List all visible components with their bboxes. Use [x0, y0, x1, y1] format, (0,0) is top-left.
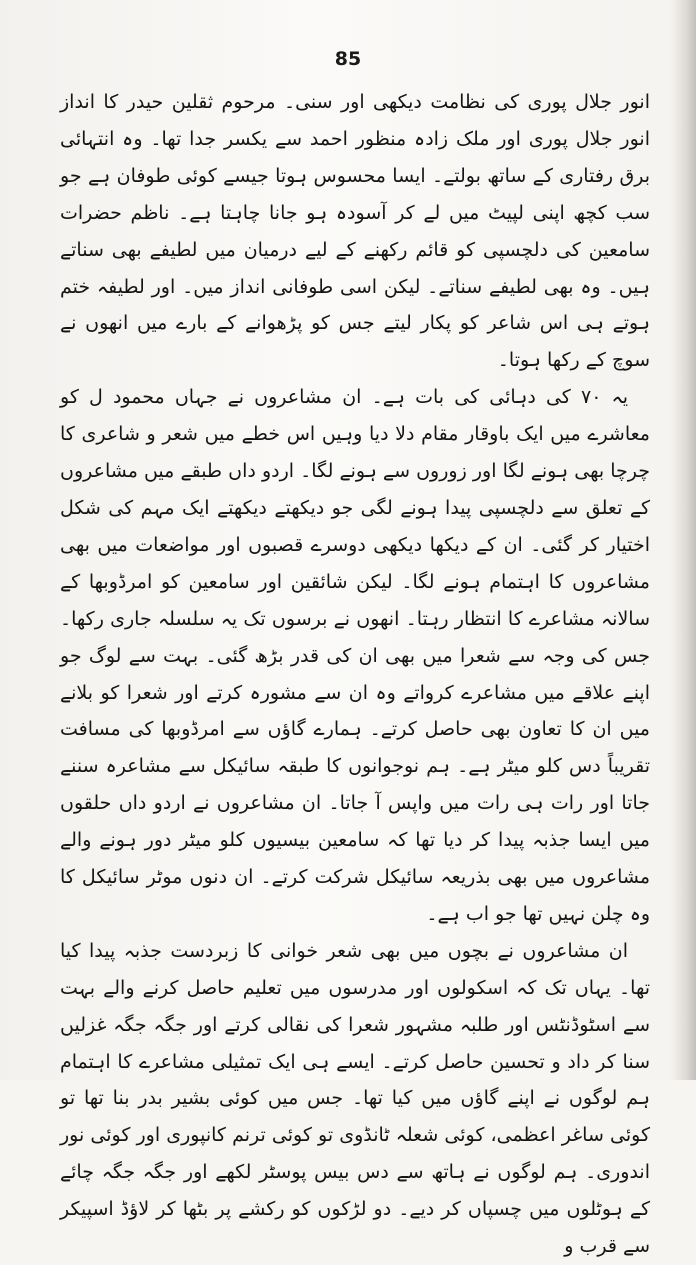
- body-text: [60, 84, 650, 1258]
- paragraph-2: یہ ۷۰ کی دہائی کی بات ہے۔ ان مشاعروں نے جہاں محمود ل کو معاشرے میں ایک باوقار مقام دلا دیا وہیں اس خطے میں شعر و شاعری کا چرچا بھی ہونے لگا اور زوروں سے ہونے لگا۔ اردو داں طبقے میں مشاعروں کے تعلق سے دلچسپی پیدا ہونے لگی جو دیکھتے دیکھتے ایک مہم کی شکل اختیار کر گئی۔ ان کے دیکھا دیکھی دوسرے قصبوں اور مواضعات میں بھی مشاعروں کا اہتمام ہونے لگا۔ لیکن شائقین اور سامعین کو امرڈوبھا کے سالانہ مشاعرے کا انتظار رہتا۔ انھوں نے برسوں تک یہ سلسلہ جاری رکھا۔ جس کی وجہ سے شعرا میں بھی ان کی قدر بڑھ گئی۔ بہت سے لوگ جو اپنے علاقے میں مشاعرے کرواتے وہ ان سے مشورہ کرتے اور شعرا کو بلانے میں ان کا تعاون بھی حاصل کرتے۔ ہمارے گاؤں سے امرڈوبھا کی مسافت تقریباً دس کلو میٹر ہے۔ ہم نوجوانوں کا طبقہ سائیکل سے مشاعرہ سننے جاتا اور رات ہی رات میں واپس آ جاتا۔ ان مشاعروں نے اردو داں حلقوں میں ایسا جذبہ پیدا کر دیا تھا کہ سامعین بیسیوں کلو میٹر دور ہونے والے مشاعروں میں بھی بذریعہ سائیکل شرکت کرتے۔ ان دنوں موٹر سائیکل کا وہ چلن نہیں تھا جو اب ہے۔: [60, 386, 650, 925]
- paragraph-3: ان مشاعروں نے بچوں میں بھی شعر خوانی کا زبردست جذبہ پیدا کیا تھا۔ یہاں تک کہ اسکولوں اور مدرسوں میں تعلیم حاصل کرنے والے بہت سے اسٹوڈنٹس اور طلبہ مشہور شعرا کی نقالی کرتے اور جگہ جگہ غزلیں سنا کر داد و تحسین حاصل کرتے۔ ایسے ہی ایک تمثیلی مشاعرے کا اہتمام ہم لوگوں نے اپنے گاؤں میں کیا تھا۔ جس میں کوئی بشیر بدر بنا تھا تو کوئی ساغر اعظمی، کوئی شعلہ ٹانڈوی تو کوئی ترنم کانپوری اور کوئی نور اندوری۔ ہم لوگوں نے ہاتھ سے دس بیس پوسٹر لکھے اور جگہ جگہ چائے کے ہوٹلوں میں چسپاں کر دیے۔ دو لڑکوں کو رکشے پر بٹھا کر لاؤڈ اسپیکر سے قرب و: [60, 939, 650, 1258]
- paragraph-1: انور جلال پوری کی نظامت دیکھی اور سنی۔ مرحوم ثقلین حیدر کا انداز انور جلال پوری اور ملک زادہ منظور احمد سے یکسر جدا تھا۔ وہ انتہائی برق رفتاری کے ساتھ بولتے۔ ایسا محسوس ہوتا جیسے کوئی طوفان ہے جو سب کچھ اپنی لپیٹ میں لے کر آسودہ ہو جانا چاہتا ہے۔ ناظم حضرات سامعین کی دلچسپی کو قائم رکھنے کے لیے درمیان میں لطیفے بھی سناتے ہیں۔ وہ بھی لطیفے سناتے۔ لیکن اسی طوفانی انداز میں۔ اور لطیفہ ختم ہوتے ہی اس شاعر کو پکار لیتے جس کو پڑھوانے کے بارے میں انھوں نے سوچ کے رکھا ہوتا۔: [60, 91, 650, 372]
- page-binding-shadow: [670, 0, 696, 1080]
- page-number: 85: [334, 48, 362, 70]
